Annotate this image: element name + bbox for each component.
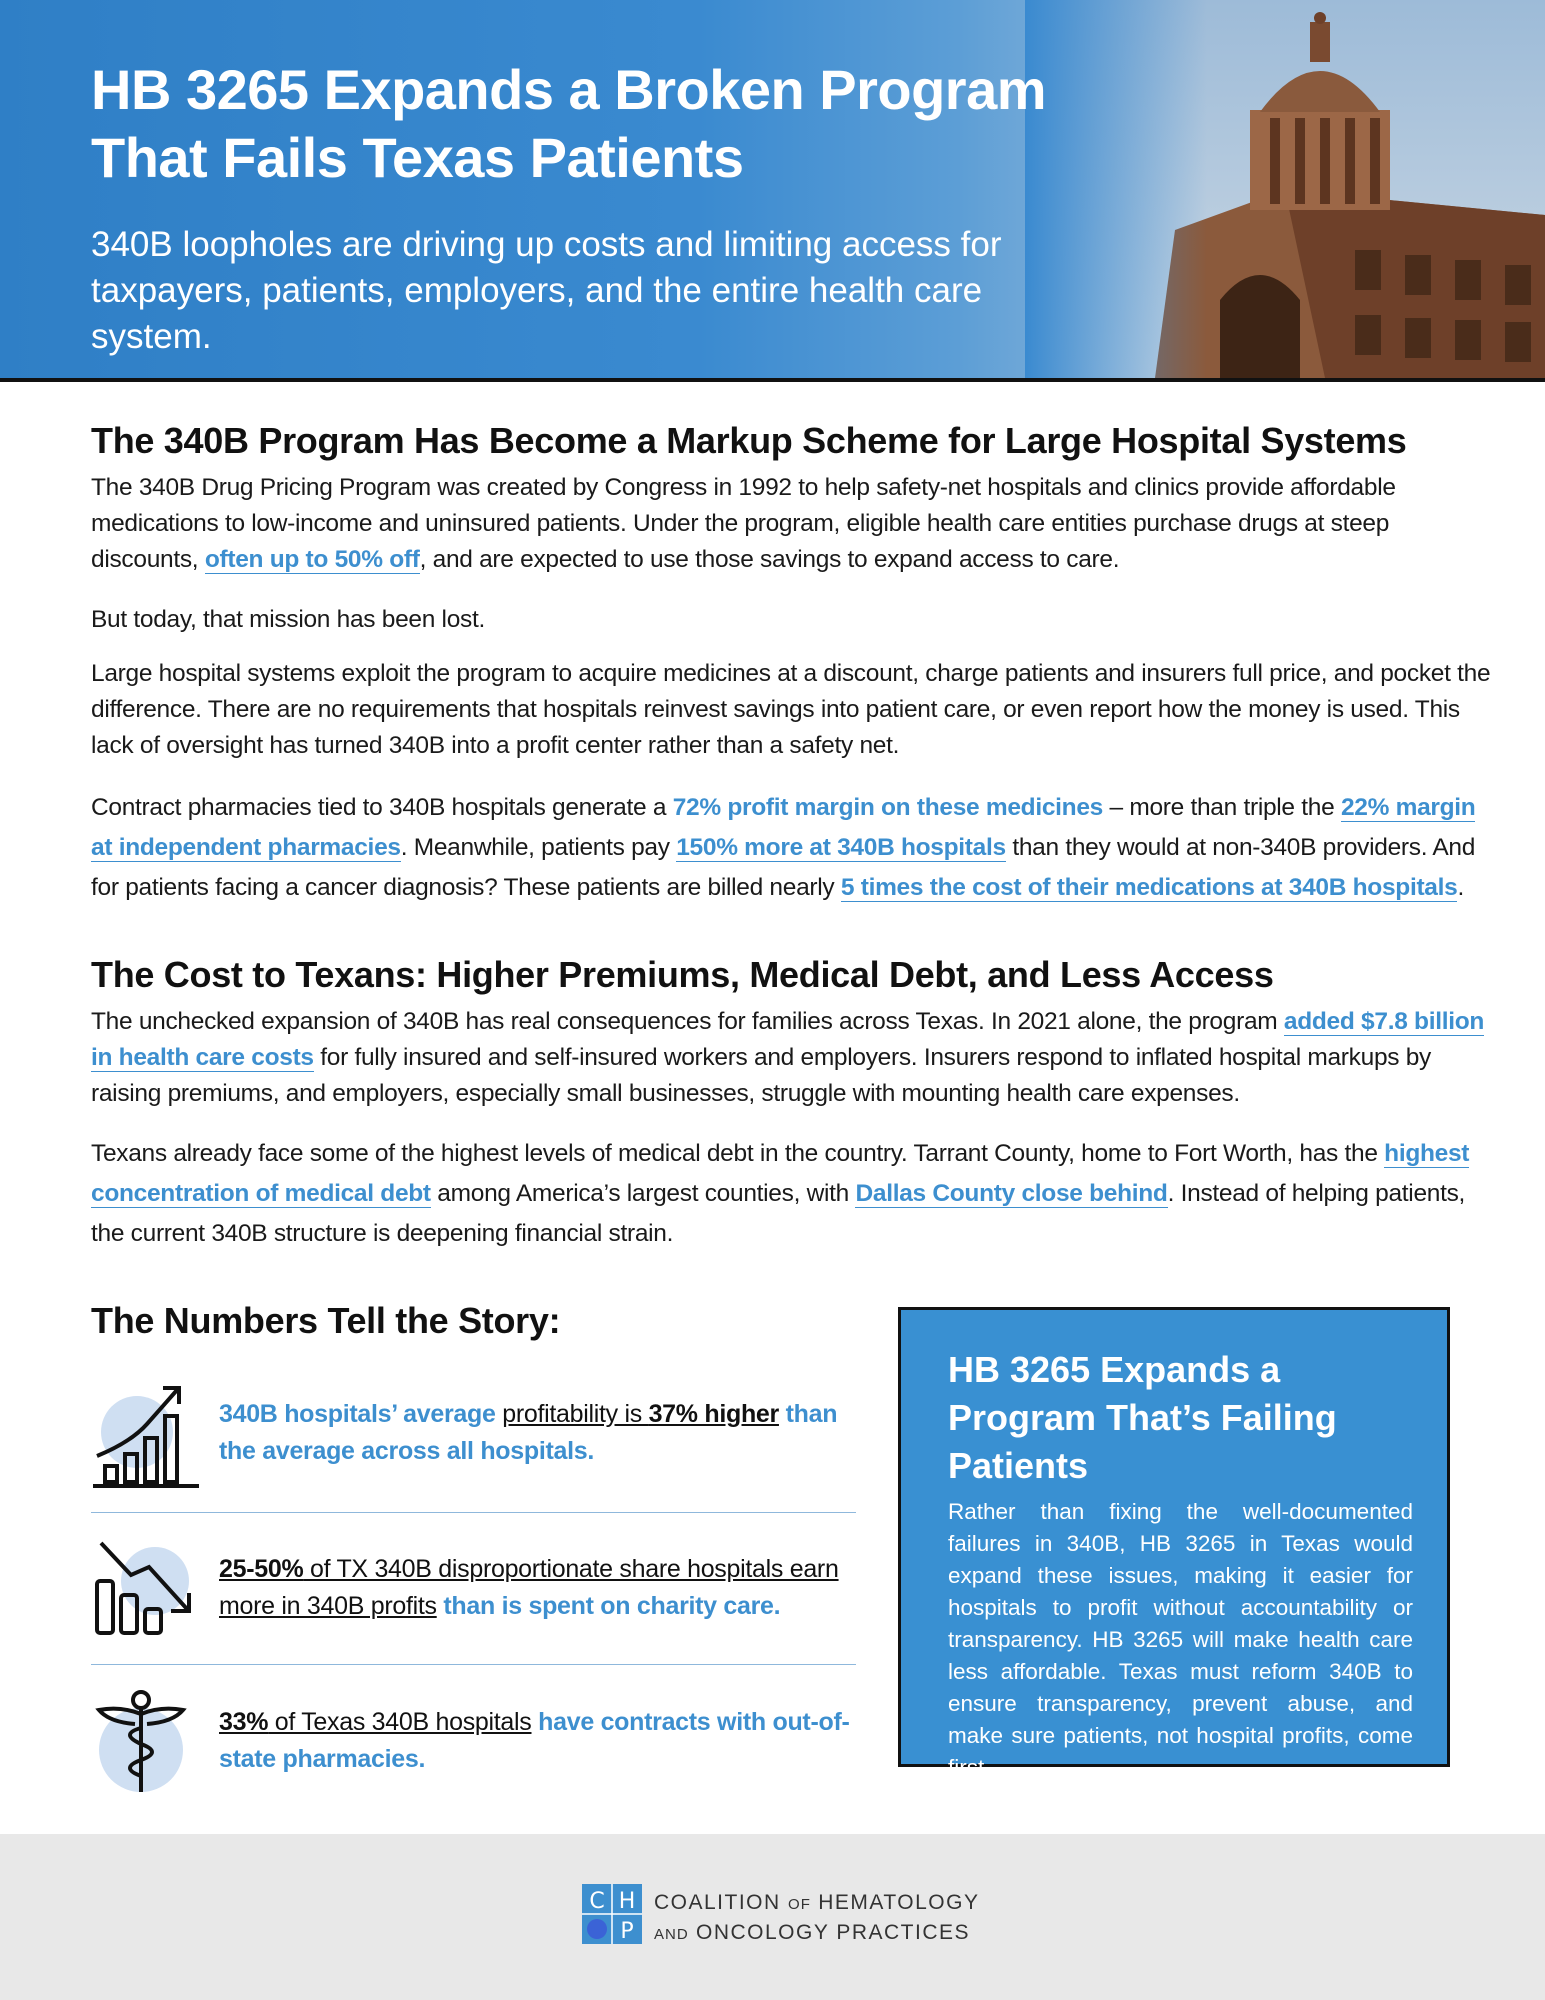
text-span: AND <box>654 1926 689 1943</box>
stat-text-profitability <box>219 1396 859 1470</box>
callout-box <box>898 1307 1450 1780</box>
text-span: for fully insured and self-insured workers and employers. Insurers respond to inflated hospital markups by raising premiums, and employers, especially small businesses, struggle with mounting health care expenses. <box>91 1044 1432 1107</box>
text-span: Contract pharmacies tied to 340B hospitals generate a <box>91 794 673 821</box>
link-added-7-8-billion[interactable]: added $7.8 billion in health care costs <box>91 1008 1485 1071</box>
link-highest-concentration-medical-debt[interactable]: highest concentration of medical debt <box>91 1140 1470 1207</box>
link-often-up-to-50-off[interactable]: often up to 50% off <box>204 546 420 573</box>
text-span: . <box>1457 874 1464 901</box>
text-span: . Instead of helping patients, the current 340B structure is deepening financial strain. <box>91 1180 1466 1247</box>
stat-item-charity-care <box>91 1535 861 1655</box>
text-span[interactable]: profitability is <box>502 1400 649 1428</box>
text-span: COALITION <box>654 1891 789 1914</box>
text-span: than they would at non-340B providers. And for patients facing a cancer diagnosis? These patients are billed nearly <box>91 834 1476 901</box>
text-span: . Meanwhile, patients pay <box>400 834 677 861</box>
section2-paragraph-2 <box>91 1134 1491 1254</box>
link-dallas-county[interactable]: Dallas County close behind <box>855 1180 1168 1207</box>
text-span: than the average across all hospitals. <box>219 1400 838 1465</box>
stat-item-out-of-state <box>91 1688 861 1808</box>
section-heading-markup-scheme: The 340B Program Has Become a Markup Scheme for Large Hospital Systems <box>91 420 1407 461</box>
text-span[interactable]: of Texas 340B hospitals <box>268 1708 532 1736</box>
section1-paragraph-4 <box>91 788 1491 908</box>
stat-text-charity-care <box>219 1551 859 1625</box>
link-150-more[interactable]: 150% more at 340B hospitals <box>676 834 1006 861</box>
text-span: – more than triple the <box>1103 794 1341 821</box>
section1-paragraph-1 <box>91 470 1491 578</box>
text-span[interactable]: 33% <box>219 1708 269 1736</box>
capitol-building-icon <box>1025 0 1545 378</box>
growth-chart-icon <box>91 1380 203 1492</box>
section1-paragraph-2: But today, that mission has been lost. <box>91 606 485 633</box>
text-span[interactable]: of TX 340B disproportionate share hospitals earn more in 340B profits <box>219 1555 839 1620</box>
text-span: have contracts with out-of-state pharmacies. <box>219 1708 850 1773</box>
caduceus-icon <box>91 1688 203 1800</box>
decline-chart-icon <box>91 1535 203 1647</box>
stat-text-out-of-state <box>219 1704 859 1778</box>
callout-heading: HB 3265 Expands a Program That’s Failing Patients <box>948 1349 1337 1486</box>
page-title-line-2: That Fails Texas Patients <box>91 126 744 189</box>
header-banner <box>0 0 1545 382</box>
text-span: The unchecked expansion of 340B has real consequences for families across Texas. In 2021 alone, the program <box>91 1008 1284 1035</box>
section-heading-numbers: The Numbers Tell the Story: <box>91 1300 561 1341</box>
text-span: , and are expected to use those savings to expand access to care. <box>419 546 1120 573</box>
text-span: ONCOLOGY PRACTICES <box>688 1921 971 1944</box>
footer <box>0 1834 1545 2000</box>
page-title-line-1: HB 3265 Expands a Broken Program <box>91 58 1047 121</box>
text-span: The 340B Drug Pricing Program was created by Congress in 1992 to help safety-net hospitals and clinics provide affordable medications to low-income and uninsured patients. Under the program, eligible health care entities purchase drugs at steep discounts, <box>91 474 1396 573</box>
section2-paragraph-1 <box>91 1004 1491 1112</box>
chp-logo-icon <box>582 1884 642 1944</box>
text-span[interactable]: 37% higher <box>648 1400 779 1428</box>
logo-letter: P <box>620 1919 634 1944</box>
text-span: OF <box>788 1896 811 1913</box>
page-subtitle: 340B loopholes are driving up costs and limiting access for taxpayers, patients, employers, and the entire health care system. <box>91 225 1002 356</box>
link-22-margin[interactable]: 22% margin at independent pharmacies <box>91 794 1476 861</box>
divider <box>91 1664 856 1665</box>
text-span[interactable]: 25-50% <box>219 1555 304 1583</box>
organization-name-line-1 <box>654 1889 979 1919</box>
section1-paragraph-3: Large hospital systems exploit the program to acquire medicines at a discount, charge patients and insurers full price, and pocket the difference. There are no requirements that hospitals reinvest savings into patient care, or even report how the money is used. This lack of oversight has turned 340B into a profit center rather than a safety net. <box>91 660 1491 759</box>
stat-item-profitability <box>91 1380 861 1500</box>
text-span: 340B hospitals’ average <box>219 1400 503 1428</box>
organization-name-line-2 <box>654 1919 979 1949</box>
text-span: among America’s largest counties, with <box>430 1180 856 1207</box>
section-heading-cost-to-texans: The Cost to Texans: Higher Premiums, Medical Debt, and Less Access <box>91 954 1274 995</box>
divider <box>91 1512 856 1513</box>
text-span: HEMATOLOGY <box>810 1891 980 1914</box>
text-span: than is spent on charity care. <box>436 1592 781 1620</box>
logo-letter: H <box>618 1889 636 1914</box>
logo-letter: C <box>589 1889 605 1914</box>
organization-name <box>654 1889 979 1949</box>
page-title <box>91 56 1091 192</box>
link-72-profit-margin[interactable]: 72% profit margin on these medicines <box>672 794 1103 821</box>
callout-body: Rather than fixing the well-documented failures in 340B, HB 3265 in Texas would expand these issues, making it easier for hospitals to profit without accountability or transparency. HB 3265 will make health care less affordable. Texas must reform 340B to ensure transparency, prevent abuse, and make sure patients, not hospital profits, come first. <box>948 1499 1413 1780</box>
link-5-times-cost[interactable]: 5 times the cost of their medications at 340B hospitals <box>840 874 1458 901</box>
text-span: Texans already face some of the highest levels of medical debt in the country. Tarrant County, home to Fort Worth, has the <box>91 1140 1385 1167</box>
